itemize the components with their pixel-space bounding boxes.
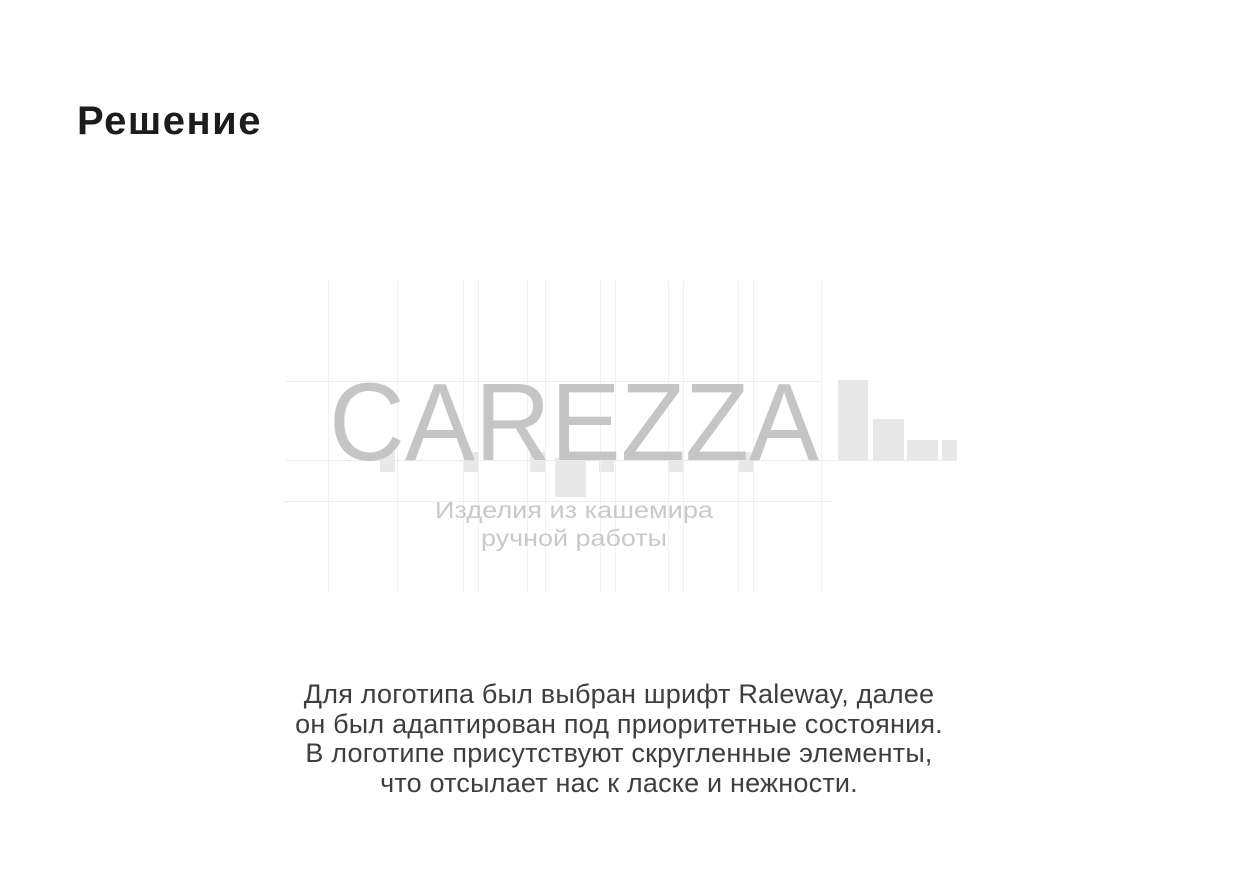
logo-mark-bars [838, 380, 957, 461]
grid-vline [821, 281, 822, 592]
logo-bar-small [942, 440, 957, 461]
description-paragraph [219, 680, 1019, 798]
page-title: Решение [77, 98, 263, 143]
logo-bar-tall [838, 380, 868, 461]
description-line: В логотипе присутствуют скругленные элементы, [305, 738, 933, 768]
logo-tagline-line1: Изделия из кашемира [435, 497, 714, 523]
description-line: он был адаптирован под приоритетные состояния. [295, 708, 943, 739]
description-line: что отсылает нас к ласке и нежности. [380, 767, 858, 798]
logo-bar-short [907, 440, 938, 461]
description-line: Для логотипа был выбран шрифт Raleway, далее [303, 679, 935, 709]
logo-bar-medium [873, 419, 904, 461]
logo-tagline-line2: ручной работы [481, 525, 667, 551]
logo-wordmark: CAREZZA [329, 361, 820, 484]
logo-construction-diagram [280, 270, 970, 600]
